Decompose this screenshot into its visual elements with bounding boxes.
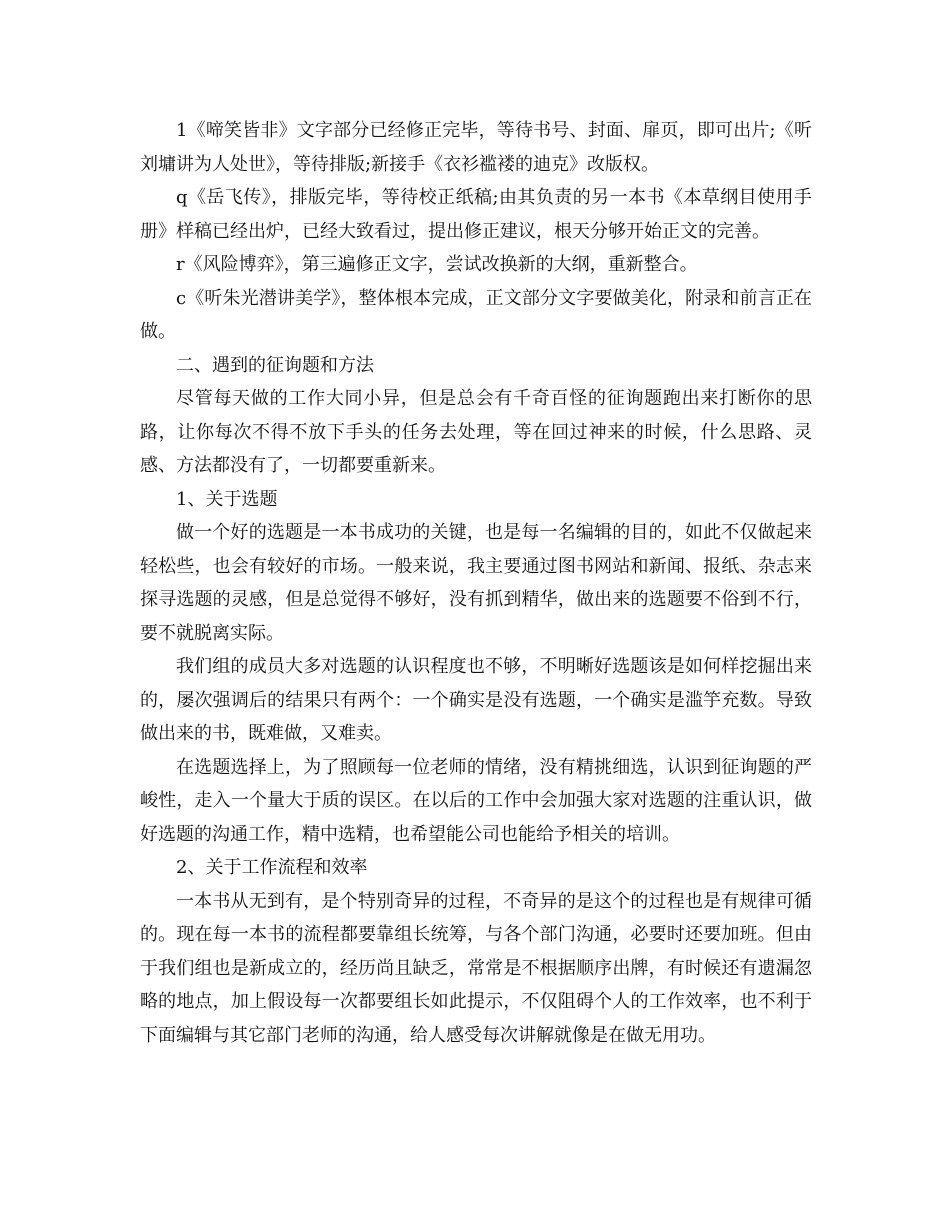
paragraph-topic-selection-1: 做一个好的选题是一本书成功的关键，也是每一名编辑的目的，如此不仅做起来轻松些，也会有较好的市场。一般来说，我主要通过图书网站和新闻、报纸、杂志来探寻选题的灵感，但是总觉得不够好，没有抓到精华，做出来的选题要不俗到不行，要不就脱离实际。 <box>140 522 812 644</box>
document-body <box>140 114 812 1052</box>
paragraph-workflow: 一本书从无到有，是个特别奇异的过程，不奇异的是这个的过程也是有规律可循的。现在每一本书的流程都要靠组长统筹，与各个部门沟通，必要时还要加班。但由于我们组也是新成立的，经历尚且缺乏，常常是不根据顺序出牌，有时候还有遗漏忽略的地点，加上假设每一次都要组长如此提示，不仅阻碍个人的工作效率，也不利于下面编辑与其它部门老师的沟通，给人感受每次讲解就像是在做无用功。 <box>140 890 812 1046</box>
paragraph-book-status-4: c《听朱光潜讲美学》，整体根本完成，正文部分文字要做美化，附录和前言正在做。 <box>140 287 812 342</box>
paragraph-topic-selection-2: 我们组的成员大多对选题的认识程度也不够，不明晰好选题该是如何样挖掘出来的，屡次强调后的结果只有两个：一个确实是没有选题，一个确实是滥竽充数。导致做出来的书，既难做，又难卖。 <box>140 656 812 744</box>
paragraph-topic-selection-3: 在选题选择上，为了照顾每一位老师的情绪，没有精挑细选，认识到征询题的严峻性，走入一个量大于质的误区。在以后的工作中会加强大家对选题的注重认识，做好选题的沟通工作，精中选精，也希望能公司也能给予相关的培训。 <box>140 756 812 845</box>
subheading-topic-selection: 1、关于选题 <box>176 488 278 510</box>
paragraph-problems-intro: 尽管每天做的工作大同小异，但是总会有千奇百怪的征询题跑出来打断你的思路，让你每次不得不放下手头的任务去处理，等在回过神来的时候，什么思路、灵感、方法都没有了，一切都要重新来。 <box>140 388 812 476</box>
paragraph-book-status-1: 1《啼笑皆非》文字部分已经修正完毕，等待书号、封面、扉页，即可出片;《听刘墉讲为人处世》，等待排版;新接手《衣衫褴褛的迪克》改版权。 <box>140 120 812 175</box>
subheading-workflow-efficiency: 2、关于工作流程和效率 <box>176 857 368 878</box>
paragraph-book-status-2: q《岳飞传》，排版完毕，等待校正纸稿;由其负责的另一本书《本草纲目使用手册》样稿已经出炉，已经大致看过，提出修正建议，根天分够开始正文的完善。 <box>140 187 812 242</box>
paragraph-book-status-3: r《风险博弈》，第三遍修正文字，尝试改换新的大纲，重新整合。 <box>176 254 698 275</box>
section-heading-problems: 二、遇到的征询题和方法 <box>176 354 374 376</box>
